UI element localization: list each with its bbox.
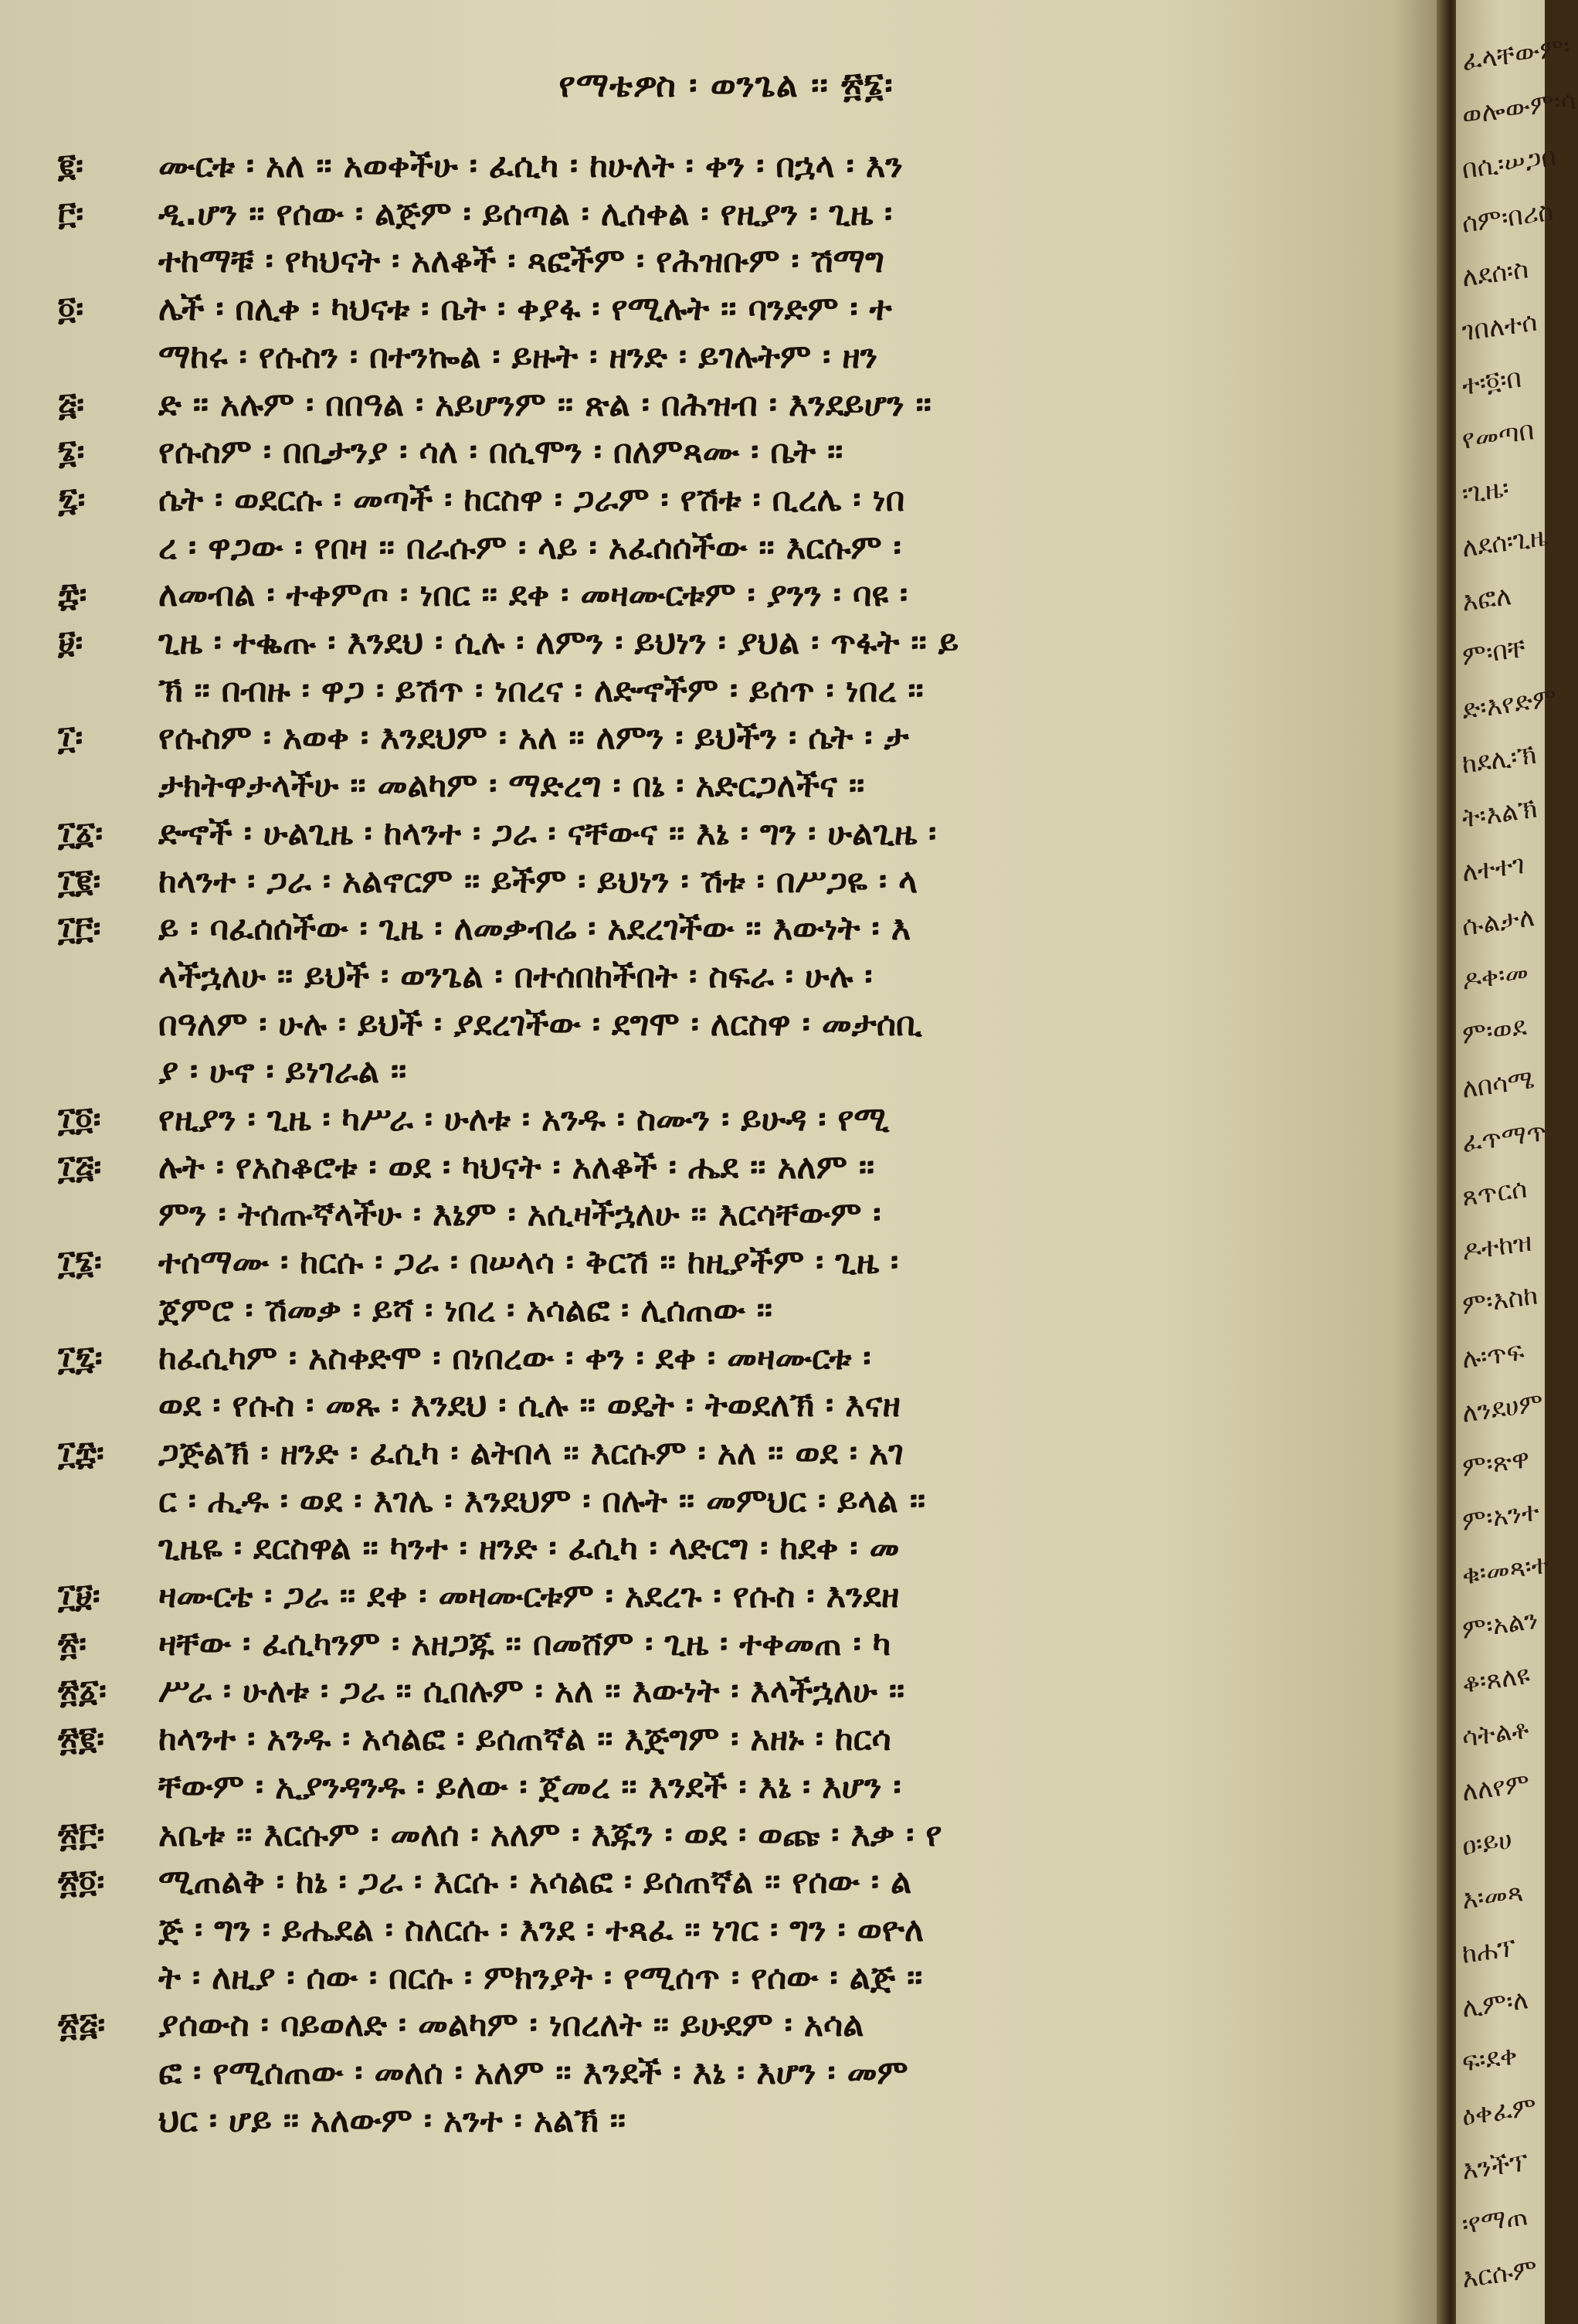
line-text: ሚጠልቅ ፡ ከኔ ፡ ጋራ ፡ እርሱ ፡ አሳልፎ ፡ ይሰጠኛል ፡፡ የሰው ፡ ል bbox=[158, 1863, 912, 1902]
adjacent-page-fragment: ፡ጊዜ፡ bbox=[1460, 472, 1512, 510]
text-line bbox=[0, 1239, 1452, 1286]
adjacent-page-fragment: ቆ፡ጸለዩ bbox=[1460, 1659, 1532, 1700]
adjacent-page-fragment: ለደሰ፡ስ bbox=[1460, 253, 1531, 294]
text-line bbox=[0, 1144, 1452, 1191]
text-line bbox=[0, 1621, 1452, 1667]
text-line bbox=[0, 429, 1452, 475]
adjacent-page-fragment: ፍ፡ደቀ bbox=[1460, 2040, 1519, 2078]
text-line bbox=[0, 1573, 1452, 1619]
verse-number: ፲፭፡ bbox=[58, 1147, 102, 1186]
verse-number: ፲፯፡ bbox=[58, 1338, 103, 1377]
line-text: ት ፡ ለዚያ ፡ ሰው ፡ በርሱ ፡ ምክንያት ፡ የሚሰጥ ፡ የሰው ፡ ልጅ ፡፡ bbox=[158, 1958, 923, 1997]
line-text: ህር ፡ ሆይ ፡፡ አለውም ፡ አንተ ፡ አልኽ ፡፡ bbox=[158, 2101, 626, 2140]
verse-number: ፬፡ bbox=[58, 290, 84, 328]
verse-number: ፲፮፡ bbox=[58, 1243, 102, 1282]
verse-number: ፲፱፡ bbox=[58, 1577, 100, 1615]
text-line bbox=[0, 1764, 1452, 1810]
line-text: ከላንተ ፡ አንዱ ፡ አሳልፎ ፡ ይሰጠኛል ፡፡ እጅግም ፡ አዘኑ ፡ ከርሳ bbox=[158, 1720, 891, 1759]
line-text: ዲ.ሆን ፡፡ የሰው ፡ ልጅም ፡ ይሰጣል ፡ ሊሰቀል ፡ የዚያን ፡ ጊዜ ፡ bbox=[158, 194, 893, 233]
line-text: ለመብል ፡ ተቀምጦ ፡ ነበር ፡፡ ደቀ ፡ መዛሙርቱም ፡ ያንን ፡ ባዩ ፡ bbox=[158, 576, 908, 615]
line-text: ኽ ፡፡ በብዙ ፡ ዋጋ ፡ ይሽጥ ፡ ነበረና ፡ ለድኆችም ፡ ይሰጥ ፡ ነበረ ፡፡ bbox=[158, 671, 924, 710]
line-text: ያሰውስ ፡ ባይወለድ ፡ መልካም ፡ ነበረለት ፡፡ ይሁደም ፡ አሳል bbox=[158, 2006, 864, 2045]
line-text: ር ፡ ሒዱ ፡ ወደ ፡ እገሌ ፡ እንደህም ፡ በሉት ፡፡ መምህር ፡ ይላል ፡፡ bbox=[158, 1481, 926, 1520]
text-line bbox=[0, 572, 1452, 618]
text-line bbox=[0, 1191, 1452, 1238]
adjacent-page-fragment: ለተተገ bbox=[1460, 848, 1527, 888]
line-text: ተከማቹ ፡ የካህናት ፡ አለቆች ፡ ጻፎችም ፡ የሕዝቡም ፡ ሽማግ bbox=[158, 242, 884, 281]
line-text: አቤቱ ፡፡ እርሱም ፡ መለሰ ፡ አለም ፡ እጁን ፡ ወደ ፡ ወጩ ፡ እቃ ፡ የ bbox=[158, 1815, 942, 1854]
verse-number: ፲፰፡ bbox=[58, 1433, 104, 1472]
verse-number: ፮፡ bbox=[58, 433, 85, 471]
text-line bbox=[0, 1907, 1452, 1953]
line-text: ወደ ፡ የሱስ ፡ መጹ ፡ እንደህ ፡ ሲሉ ፡፡ ወዴት ፡ ትወደለኽ ፡ እናዘ bbox=[158, 1386, 901, 1425]
adjacent-page-fragment: ፡የማጠ bbox=[1460, 2200, 1530, 2241]
text-line bbox=[0, 286, 1452, 332]
page-header: የማቴዎስ ፡ ወንጌል ፡፡ ፳፮፡ bbox=[558, 66, 894, 105]
text-line bbox=[0, 905, 1452, 952]
adjacent-page-fragment: እፎለ bbox=[1460, 580, 1514, 618]
text-line bbox=[0, 2098, 1452, 2144]
text-line bbox=[0, 191, 1452, 237]
text-line bbox=[0, 858, 1452, 905]
adjacent-page-fragment: ተ፡፬፡በ bbox=[1460, 362, 1524, 402]
text-line bbox=[0, 1096, 1452, 1143]
text-line bbox=[0, 382, 1452, 428]
adjacent-page-fragment: ጸጥርሰ bbox=[1460, 1173, 1529, 1213]
adjacent-page-fragment: ፈላቸውም፡ bbox=[1460, 31, 1573, 77]
line-text: ዛቸው ፡ ፈሲካንም ፡ አዘጋጁ ፡፡ በመሸም ፡ ጊዜ ፡ ተቀመጠ ፡ ካ bbox=[158, 1624, 891, 1663]
line-text: ይ ፡ ባፈሰሰችው ፡ ጊዜ ፡ ለመቃብሬ ፡ አደረገችው ፡፡ እውነት ፡ እ bbox=[158, 909, 911, 949]
adjacent-page-fragment: ለለየም bbox=[1460, 1767, 1532, 1808]
text-line bbox=[0, 668, 1452, 714]
verse-number: ፲፬፡ bbox=[58, 1100, 101, 1138]
line-text: የሱስም ፡ በቢታንያ ፡ ሳለ ፡ በሲሞን ፡ በለምጻሙ ፡ ቤት ፡፡ bbox=[158, 433, 843, 472]
line-text: ዛሙርቴ ፡ ጋራ ፡፡ ደቀ ፡ መዛሙርቱም ፡ አደረጉ ፡ የሱስ ፡ እንደዘ bbox=[158, 1577, 900, 1616]
verse-number: ፲፫፡ bbox=[58, 909, 101, 948]
adjacent-page-fragment: ሊም፡ለ bbox=[1460, 1984, 1531, 2024]
adjacent-page-edge bbox=[1456, 0, 1578, 2324]
verse-number: ፰፡ bbox=[58, 576, 87, 614]
verse-number: ፱፡ bbox=[58, 623, 83, 661]
adjacent-page-fragment: ም፡ወደ bbox=[1460, 1011, 1529, 1051]
verse-number: ፫፡ bbox=[58, 194, 84, 233]
adjacent-page-fragment: ለንደሀም bbox=[1460, 1387, 1546, 1429]
text-line bbox=[0, 1287, 1452, 1334]
line-text: ተሰማሙ ፡ ከርሱ ፡ ጋራ ፡ በሠላሳ ፡ ቅርሽ ፡፡ ከዚያችም ፡ ጊዜ ፡ bbox=[158, 1243, 899, 1283]
line-text: ድ ፡፡ አሉም ፡ በበዓል ፡ አይሆንም ፡፡ ጽል ፡ በሕዝብ ፡ እንደይሆን ፡፡ bbox=[158, 385, 932, 424]
text-line bbox=[0, 620, 1452, 666]
text-line bbox=[0, 334, 1452, 380]
adjacent-page-fragment: ሉ፡ጥፍ bbox=[1460, 1335, 1526, 1375]
line-text: ሴት ፡ ወደርሱ ፡ መጣች ፡ ከርስዋ ፡ ጋራም ፡ የሽቱ ፡ ቢረሌ ፡ ነበ bbox=[158, 480, 905, 519]
adjacent-page-fragment: ሳትልቶ bbox=[1460, 1714, 1531, 1754]
text-line bbox=[0, 238, 1452, 284]
adjacent-page-fragment: እ፡መጻ bbox=[1460, 1877, 1525, 1916]
adjacent-page-fragment: ም፡አልን bbox=[1460, 1604, 1540, 1646]
line-text: የሱስም ፡ አወቀ ፡ እንደህም ፡ አለ ፡፡ ለምን ፡ ይህችን ፡ ሴት ፡ ታ bbox=[158, 719, 909, 758]
line-text: ታክትዋታላችሁ ፡፡ መልካም ፡ ማድረግ ፡ በኔ ፡ አድርጋለችና ፡፡ bbox=[158, 766, 865, 806]
adjacent-page-fragment: ም፡ጽዋ bbox=[1460, 1442, 1532, 1483]
line-text: ድኆች ፡ ሁልጊዜ ፡ ከላንተ ፡ ጋራ ፡ ናቸውና ፡፡ እኔ ፡ ግን ፡ ሁልጊዜ ፡ bbox=[158, 814, 937, 853]
text-line bbox=[0, 1668, 1452, 1714]
line-text: ከፈሲካም ፡ አስቀድሞ ፡ በነበረው ፡ ቀን ፡ ደቀ ፡ መዛሙርቱ ፡ bbox=[158, 1338, 871, 1378]
line-text: ማከሩ ፡ የሱስን ፡ በተንኰል ፡ ይዙት ፡ ዘንድ ፡ ይገሉትም ፡ ዘን bbox=[158, 337, 878, 376]
text-line bbox=[0, 1955, 1452, 2001]
text-line bbox=[0, 1430, 1452, 1476]
text-line bbox=[0, 715, 1452, 761]
text-line bbox=[0, 1048, 1452, 1095]
adjacent-page-fragment: ከደሊ፡ኽ bbox=[1460, 739, 1539, 780]
line-text: ሉት ፡ የአስቆሮቱ ፡ ወደ ፡ ካህናት ፡ አለቆች ፡ ሔደ ፡፡ አለም ፡፡ bbox=[158, 1147, 875, 1187]
text-line bbox=[0, 1382, 1452, 1429]
line-text: ሌች ፡ በሊቀ ፡ ካህናቱ ፡ ቤት ፡ ቀያፋ ፡ የሚሉት ፡፡ ባንድም ፡ ተ bbox=[158, 290, 892, 329]
verse-number: ፳፪፡ bbox=[58, 1720, 105, 1758]
verse-number: ፳፬፡ bbox=[58, 1863, 105, 1901]
text-line bbox=[0, 2050, 1452, 2096]
adjacent-page-fragment: ቁ፡መጻ፡ተ bbox=[1460, 1548, 1551, 1592]
adjacent-page-fragment: ከሐፕ bbox=[1460, 1932, 1519, 1970]
adjacent-page-fragment: ገበለተሰ bbox=[1460, 306, 1539, 348]
adjacent-page-fragment: ም፡አንተ bbox=[1460, 1496, 1542, 1537]
verse-number: ፳፭፡ bbox=[58, 2006, 106, 2044]
adjacent-page-fragment: ወሎውም፡ሳ bbox=[1460, 84, 1578, 131]
adjacent-page-fragment: ዶተከዝ bbox=[1460, 1226, 1534, 1267]
line-text: በዓለም ፡ ሁሉ ፡ ይህች ፡ ያደረገችው ፡ ደግሞ ፡ ለርስዋ ፡ መታሰቢ bbox=[158, 1004, 922, 1044]
verse-number: ፯፡ bbox=[58, 480, 86, 518]
text-line bbox=[0, 477, 1452, 523]
verse-number: ፲፡ bbox=[58, 719, 83, 757]
line-text: ጊዜዬ ፡ ደርስዋል ፡፡ ካንተ ፡ ዘንድ ፡ ፈሲካ ፡ ላድርግ ፡ ከደቀ ፡ መ bbox=[158, 1529, 900, 1568]
adjacent-page-fragment: ት፡እልኽ bbox=[1460, 793, 1539, 834]
line-text: ምን ፡ ትሰጡኛላችሁ ፡ እኔም ፡ አሲዛችኋለሁ ፡፡ እርሳቸውም ፡ bbox=[158, 1195, 881, 1235]
line-text: ረ ፡ ዋጋው ፡ የበዛ ፡፡ በራሱም ፡ ላይ ፡ አፈሰሰችው ፡፡ እርሱም ፡ bbox=[158, 528, 901, 567]
line-text: የዚያን ፡ ጊዜ ፡ ካሥራ ፡ ሁለቱ ፡ አንዱ ፡ ስሙን ፡ ይሁዳ ፡ የሚ bbox=[158, 1100, 890, 1139]
adjacent-page-fragment: ም፡በቸ bbox=[1460, 632, 1528, 672]
adjacent-page-fragment: እርሱም bbox=[1460, 2253, 1539, 2295]
adjacent-page-fragment: ዐ፡ይሀ bbox=[1460, 1824, 1515, 1862]
verse-number: ፳፡ bbox=[58, 1624, 87, 1663]
text-line bbox=[0, 525, 1452, 571]
line-text: ፎ ፡ የሚሰጠው ፡ መለሰ ፡ አለም ፡፡ እንደች ፡ እኔ ፡ እሆን ፡ መም bbox=[158, 2054, 908, 2092]
adjacent-page-fragment: እንችፕ bbox=[1460, 2146, 1530, 2186]
line-text: ከላንተ ፡ ጋራ ፡ አልኖርም ፡፡ ይችም ፡ ይህነን ፡ ሽቱ ፡ በሥጋዬ ፡ ላ bbox=[158, 861, 918, 901]
verse-number: ፲፪፡ bbox=[58, 861, 101, 900]
verse-number: ፳፩፡ bbox=[58, 1672, 107, 1711]
line-text: ጋጅልኽ ፡ ዘንድ ፡ ፈሲካ ፡ ልትበላ ፡፡ እርሱም ፡ አለ ፡፡ ወደ ፡ አገ bbox=[158, 1433, 904, 1473]
text-line bbox=[0, 1812, 1452, 1858]
text-line bbox=[0, 1859, 1452, 1905]
adjacent-page-fragment: ድ፡እየድም bbox=[1460, 681, 1559, 726]
adjacent-page-fragment: ለበሳሜ bbox=[1460, 1064, 1536, 1105]
adjacent-page-fragment: በሲ፡ሠጋበ bbox=[1460, 141, 1559, 185]
adjacent-page-fragment: ፈጥማጥ bbox=[1460, 1116, 1549, 1159]
text-line bbox=[0, 143, 1452, 189]
line-text: ላችኋለሁ ፡፡ ይህች ፡ ወንጌል ፡ በተሰበከችበት ፡ ስፍራ ፡ ሁሉ ፡ bbox=[158, 956, 873, 996]
text-line bbox=[0, 2002, 1452, 2048]
text-line bbox=[0, 1525, 1452, 1571]
text-line bbox=[0, 810, 1452, 857]
text-line bbox=[0, 1716, 1452, 1762]
text-line bbox=[0, 763, 1452, 809]
verse-number: ፪፡ bbox=[58, 147, 83, 185]
adjacent-page-fragment: ሱልታለ bbox=[1460, 902, 1537, 943]
line-text: ቸውም ፡ ኢያንዳንዱ ፡ ይለው ፡ ጀመረ ፡፡ እንደች ፡ እኔ ፡ እሆን ፡ bbox=[158, 1767, 901, 1806]
line-text: ሥራ ፡ ሁለቱ ፡ ጋራ ፡፡ ሲበሉም ፡ አለ ፡፡ እውነት ፡ እላችኋለሁ ፡፡ bbox=[158, 1672, 905, 1711]
adjacent-page-fragment: ለደሰ፡ጊዜ bbox=[1460, 521, 1550, 564]
adjacent-page-fragment: ዶቀ፡መ bbox=[1460, 956, 1531, 997]
adjacent-page-fragment: ም፡እስከ bbox=[1460, 1279, 1540, 1321]
text-line bbox=[0, 1478, 1452, 1524]
adjacent-page-fragment: የመጣበ bbox=[1460, 415, 1536, 456]
text-line bbox=[0, 1001, 1452, 1048]
adjacent-page-fragment: ሰም፡በሪስ bbox=[1460, 195, 1556, 240]
verse-number: ፲፩፡ bbox=[58, 814, 104, 852]
verse-number: ፳፫፡ bbox=[58, 1815, 105, 1853]
text-line bbox=[0, 1335, 1452, 1381]
line-text: ጀምሮ ፡ ሽመቃ ፡ ይሻ ፡ ነበረ ፡ አሳልፎ ፡ ሊሰጠው ፡፡ bbox=[158, 1290, 773, 1330]
adjacent-page-fragment: ዕቀፈም bbox=[1460, 2091, 1539, 2132]
line-text: ሙርቱ ፡ አለ ፡፡ አወቀችሁ ፡ ፈሲካ ፡ ከሁለት ፡ ቀን ፡ በኋላ ፡ እን bbox=[158, 147, 903, 185]
verse-number: ፭፡ bbox=[58, 385, 84, 423]
line-text: ጅ ፡ ግን ፡ ይሔደል ፡ ስለርሱ ፡ እንደ ፡ ተጻፈ ፡፡ ነገር ፡ ግን ፡ ወዮለ bbox=[158, 1910, 925, 1949]
line-text: ጊዜ ፡ ተቈጡ ፡ እንደህ ፡ ሲሉ ፡ ለምን ፡ ይህነን ፡ ያህል ፡ ጥፋት ፡፡ ይ bbox=[158, 623, 959, 662]
text-line bbox=[0, 953, 1452, 1000]
line-text: ያ ፡ ሁኖ ፡ ይነገራል ፡፡ bbox=[158, 1052, 407, 1092]
